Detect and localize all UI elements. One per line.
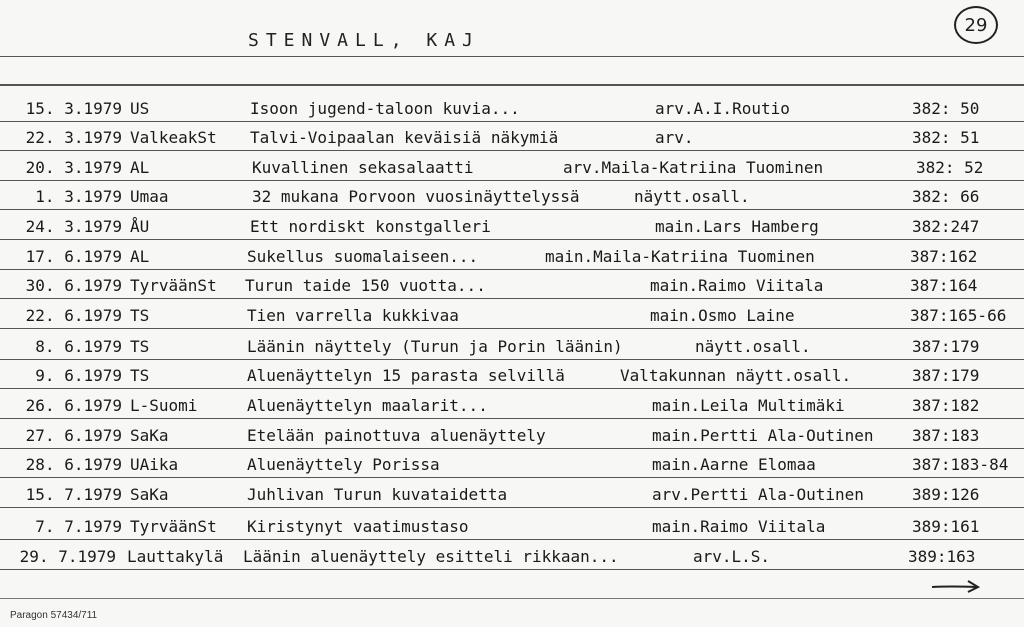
entry-title: Läänin aluenäyttely esitteli rikkaan... — [243, 547, 619, 566]
entry-author: main.Raimo Viitala — [652, 517, 826, 536]
table-row — [0, 478, 1024, 508]
table-row — [0, 92, 1024, 122]
entry-author: arv.Pertti Ala-Outinen — [652, 485, 864, 504]
entry-ref: 382: 51 — [912, 128, 980, 147]
table-row — [0, 269, 1024, 299]
entry-ref: 389:163 — [908, 547, 976, 566]
entry-date: 17. 6.1979 — [25, 247, 122, 266]
table-row — [0, 210, 1024, 240]
entry-title: Kuvallinen sekasalaatti — [252, 158, 474, 177]
entry-author: arv.A.I.Routio — [655, 99, 790, 118]
entry-title: Kiristynyt vaatimustaso — [247, 517, 469, 536]
entry-source: TS — [130, 337, 150, 356]
entry-date: 30. 6.1979 — [25, 276, 122, 295]
entry-source: ÅU — [130, 217, 150, 236]
entry-author: main.Maila-Katriina Tuominen — [545, 247, 815, 266]
entry-author: main.Lars Hamberg — [655, 217, 819, 236]
entry-title: Etelään painottuva aluenäyttely — [247, 426, 546, 445]
table-row — [0, 240, 1024, 270]
entry-title: Turun taide 150 vuotta... — [245, 276, 486, 295]
entry-title: Talvi-Voipaalan keväisiä näkymiä — [250, 128, 559, 147]
entry-date: 20. 3.1979 — [25, 158, 122, 177]
entry-source: ValkeakSt — [130, 128, 217, 147]
entry-author: main.Leila Multimäki — [652, 396, 845, 415]
entry-date: 8. 6.1979 — [35, 337, 122, 356]
entry-source: US — [130, 99, 150, 118]
entry-date: 15. 3.1979 — [25, 99, 122, 118]
entry-author: arv. — [655, 128, 694, 147]
entry-ref: 387:183-84 — [912, 455, 1009, 474]
entry-source: AL — [130, 247, 150, 266]
entry-source: SaKa — [130, 485, 169, 504]
entry-source: TyrväänSt — [130, 517, 217, 536]
entry-source: TyrväänSt — [130, 276, 217, 295]
table-row — [0, 330, 1024, 360]
entry-source: TS — [130, 366, 150, 385]
entry-date: 9. 6.1979 — [35, 366, 122, 385]
entry-date: 15. 7.1979 — [25, 485, 122, 504]
entry-ref: 387:164 — [910, 276, 978, 295]
header-rule — [0, 56, 1024, 57]
entry-author: näytt.osall. — [695, 337, 811, 356]
entry-source: AL — [130, 158, 150, 177]
header-rule-double — [0, 84, 1024, 86]
entry-source: Lauttakylä — [127, 547, 224, 566]
entry-title: Läänin näyttely (Turun ja Porin läänin) — [247, 337, 623, 356]
entry-source: TS — [130, 306, 150, 325]
table-row — [0, 389, 1024, 419]
entry-date: 28. 6.1979 — [25, 455, 122, 474]
entry-author: arv.Maila-Katriina Tuominen — [563, 158, 824, 177]
table-row — [0, 540, 1024, 570]
entry-ref: 389:161 — [912, 517, 980, 536]
card-number — [954, 6, 998, 44]
entry-title: Isoon jugend-taloon kuvia... — [250, 99, 520, 118]
entry-date: 7. 7.1979 — [35, 517, 122, 536]
entry-ref: 387:182 — [912, 396, 980, 415]
table-row — [0, 121, 1024, 151]
entry-ref: 382: 66 — [912, 187, 980, 206]
entry-date: 27. 6.1979 — [25, 426, 122, 445]
entry-title: Aluenäyttely Porissa — [247, 455, 440, 474]
entry-source: L-Suomi — [130, 396, 198, 415]
entry-author: main.Pertti Ala-Outinen — [652, 426, 874, 445]
entry-source: UAika — [130, 455, 179, 474]
entry-source: Umaa — [130, 187, 169, 206]
entry-ref: 387:183 — [912, 426, 980, 445]
entry-date: 26. 6.1979 — [25, 396, 122, 415]
entry-date: 22. 3.1979 — [25, 128, 122, 147]
entry-date: 22. 6.1979 — [25, 306, 122, 325]
entry-ref: 382: 50 — [912, 99, 980, 118]
entry-title: Tien varrella kukkivaa — [247, 306, 459, 325]
entry-title: Juhlivan Turun kuvataidetta — [247, 485, 508, 504]
table-row — [0, 359, 1024, 389]
table-row — [0, 419, 1024, 449]
row-rule — [0, 507, 1024, 508]
entry-ref: 382: 52 — [916, 158, 984, 177]
printer-mark: Paragon 57434/711 — [10, 610, 98, 621]
entry-author: arv.L.S. — [693, 547, 771, 566]
entry-author: näytt.osall. — [634, 187, 750, 206]
entry-ref: 387:179 — [912, 366, 980, 385]
entry-date: 1. 3.1979 — [35, 187, 122, 206]
bottom-rule — [0, 598, 1024, 599]
card-number-text: 29 — [964, 14, 988, 36]
table-row — [0, 299, 1024, 329]
row-rule — [0, 569, 1024, 570]
entry-title: Sukellus suomalaiseen... — [247, 247, 479, 266]
card-header-name: STENVALL, KAJ — [248, 30, 480, 51]
entry-ref: 382:247 — [912, 217, 980, 236]
entry-title: Aluenäyttelyn 15 parasta selvillä — [247, 366, 565, 385]
table-row — [0, 151, 1024, 181]
entry-ref: 387:165-66 — [910, 306, 1007, 325]
entry-source: SaKa — [130, 426, 169, 445]
entry-title: 32 mukana Porvoon vuosinäyttelyssä — [252, 187, 580, 206]
entry-date: 24. 3.1979 — [25, 217, 122, 236]
entry-author: main.Raimo Viitala — [650, 276, 824, 295]
right-arrow-icon — [930, 578, 982, 594]
entry-author: Valtakunnan näytt.osall. — [620, 366, 852, 385]
entry-author: main.Osmo Laine — [650, 306, 795, 325]
entry-ref: 389:126 — [912, 485, 980, 504]
entry-ref: 387:179 — [912, 337, 980, 356]
entry-title: Ett nordiskt konstgalleri — [250, 217, 491, 236]
entry-author: main.Aarne Elomaa — [652, 455, 816, 474]
table-row — [0, 180, 1024, 210]
table-row — [0, 448, 1024, 478]
entry-title: Aluenäyttelyn maalarit... — [247, 396, 488, 415]
entry-date: 29. 7.1979 — [19, 547, 116, 566]
entry-ref: 387:162 — [910, 247, 978, 266]
table-row — [0, 510, 1024, 540]
row-rule — [0, 328, 1024, 329]
